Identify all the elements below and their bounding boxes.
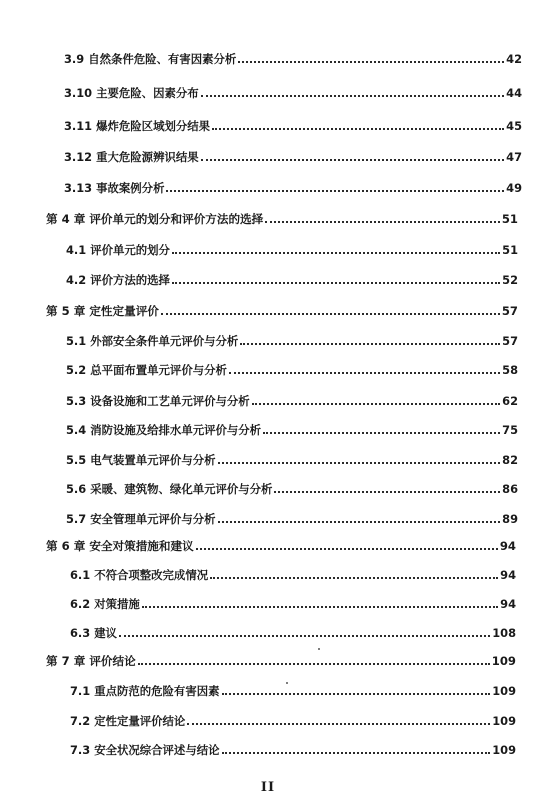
toc-entry-5-7[interactable]: [66, 506, 518, 528]
toc-dot-leader: [196, 548, 498, 550]
toc-entry-title: 对策措施: [94, 597, 140, 611]
toc-entry-page: 58: [502, 363, 518, 377]
toc-entry-title: 定性定量评价结论: [94, 714, 186, 728]
toc-entry-title: 外部安全条件单元评价与分析: [90, 334, 239, 348]
toc-entry-3-13[interactable]: [64, 175, 522, 197]
scan-speck: [318, 648, 320, 650]
toc-dot-leader: [210, 577, 498, 579]
toc-entry-page: 52: [502, 273, 518, 287]
toc-dot-leader: [172, 252, 500, 254]
toc-entry-number: 3.11: [64, 119, 93, 133]
toc-entry-title: 事故案例分析: [96, 181, 165, 195]
toc-entry-title: 安全对策措施和建议: [89, 539, 194, 553]
toc-entry-number: 6.1: [70, 568, 91, 582]
toc-entry-number: 第 5 章: [46, 304, 86, 318]
toc-entry-page: 109: [492, 684, 516, 698]
toc-entry-number: 第 6 章: [46, 539, 86, 553]
toc-entry-page: 94: [500, 568, 516, 582]
toc-dot-leader: [142, 606, 498, 608]
toc-entry-number: 7.2: [70, 714, 91, 728]
toc-entry-chapter-4[interactable]: [46, 206, 518, 228]
toc-entry-title: 电气装置单元评价与分析: [90, 453, 216, 467]
toc-entry-number: 5.3: [66, 394, 87, 408]
toc-entry-number: 5.7: [66, 512, 87, 526]
toc-entry-page: 109: [492, 714, 516, 728]
toc-dot-leader: [222, 752, 491, 754]
toc-entry-4-1[interactable]: [66, 237, 518, 259]
toc-entry-page: 109: [492, 743, 516, 757]
toc-dot-leader: [240, 343, 500, 345]
toc-entry-number: 3.13: [64, 181, 93, 195]
toc-entry-title: 消防设施及给排水单元评价与分析: [90, 423, 262, 437]
toc-dot-leader: [212, 128, 504, 130]
toc-entry-page: 109: [491, 654, 516, 668]
toc-dot-leader: [161, 313, 500, 315]
toc-entry-page: 47: [506, 150, 522, 164]
toc-entry-title: 安全状况综合评述与结论: [94, 743, 220, 757]
toc-dot-leader: [218, 462, 501, 464]
toc-dot-leader: [274, 491, 500, 493]
toc-entry-number: 3.12: [64, 150, 93, 164]
toc-dot-leader: [263, 432, 500, 434]
toc-entry-page: 75: [502, 423, 518, 437]
toc-entry-5-6[interactable]: [66, 476, 518, 498]
toc-entry-5-5[interactable]: [66, 447, 518, 469]
toc-entry-page: 57: [502, 334, 518, 348]
toc-dot-leader: [172, 282, 500, 284]
toc-dot-leader: [187, 723, 490, 725]
toc-entry-6-1[interactable]: [70, 562, 516, 584]
toc-entry-title: 采暖、建筑物、绿化单元评价与分析: [90, 482, 273, 496]
toc-entry-chapter-7[interactable]: [46, 648, 516, 670]
toc-entry-title: 主要危险、因素分布: [96, 86, 199, 100]
scan-speck: [286, 682, 288, 684]
toc-entry-7-3[interactable]: [70, 737, 516, 759]
toc-entry-number: 7.3: [70, 743, 91, 757]
toc-entry-number: 第 4 章: [46, 212, 86, 226]
toc-entry-title: 总平面布置单元评价与分析: [90, 363, 227, 377]
toc-entry-title: 自然条件危险、有害因素分析: [88, 52, 237, 66]
toc-entry-page: 44: [506, 86, 522, 100]
toc-entry-title: 爆炸危险区域划分结果: [96, 119, 211, 133]
toc-dot-leader: [218, 521, 501, 523]
toc-entry-page: 82: [502, 453, 518, 467]
toc-dot-leader: [222, 693, 491, 695]
toc-entry-title: 评价单元的划分和评价方法的选择: [89, 212, 264, 226]
toc-entry-number: 7.1: [70, 684, 91, 698]
toc-entry-number: 4.2: [66, 273, 87, 287]
toc-entry-7-2[interactable]: [70, 708, 516, 730]
toc-entry-page: 62: [502, 394, 518, 408]
toc-dot-leader: [229, 372, 500, 374]
page-number: II: [260, 780, 276, 795]
toc-dot-leader: [166, 190, 504, 192]
toc-entry-page: 86: [502, 482, 518, 496]
toc-entry-page: 57: [501, 304, 518, 318]
toc-entry-3-12[interactable]: [64, 144, 522, 166]
toc-entry-chapter-6[interactable]: [46, 533, 516, 555]
toc-entry-number: 5.2: [66, 363, 87, 377]
toc-entry-number: 5.6: [66, 482, 87, 496]
toc-entry-3-11[interactable]: [64, 113, 522, 135]
toc-dot-leader: [238, 61, 504, 63]
toc-entry-number: 3.9: [64, 52, 85, 66]
toc-entry-number: 3.10: [64, 86, 93, 100]
toc-entry-5-2[interactable]: [66, 357, 518, 379]
toc-entry-page: 94: [499, 539, 516, 553]
toc-entry-number: 5.1: [66, 334, 87, 348]
toc-dot-leader: [119, 635, 490, 637]
toc-entry-number: 4.1: [66, 243, 87, 257]
toc-entry-title: 建议: [94, 626, 117, 640]
toc-entry-6-3[interactable]: [70, 620, 516, 642]
toc-entry-6-2[interactable]: [70, 591, 516, 613]
toc-entry-page: 51: [502, 243, 518, 257]
toc-entry-chapter-5[interactable]: [46, 298, 518, 320]
toc-entry-page: 94: [500, 597, 516, 611]
toc-entry-title: 设备设施和工艺单元评价与分析: [90, 394, 250, 408]
toc-entry-number: 6.2: [70, 597, 91, 611]
toc-entry-page: 42: [506, 52, 522, 66]
toc-entry-title: 安全管理单元评价与分析: [90, 512, 216, 526]
toc-entry-title: 定性定量评价: [89, 304, 159, 318]
toc-entry-5-4[interactable]: [66, 417, 518, 439]
toc-entry-page: 108: [492, 626, 516, 640]
toc-entry-page: 49: [506, 181, 522, 195]
toc-entry-page: 51: [501, 212, 518, 226]
toc-entry-title: 评价方法的选择: [90, 273, 170, 287]
toc-entry-title: 重点防范的危险有害因素: [94, 684, 220, 698]
toc-dot-leader: [265, 221, 500, 223]
toc-entry-title: 评价单元的划分: [90, 243, 170, 257]
toc-entry-number: 6.3: [70, 626, 91, 640]
toc-dot-leader: [138, 663, 490, 665]
toc-entry-page: 45: [506, 119, 522, 133]
toc-entry-5-1[interactable]: [66, 328, 518, 350]
toc-entry-title: 不符合项整改完成情况: [94, 568, 209, 582]
toc-entry-number: 5.5: [66, 453, 87, 467]
toc-dot-leader: [201, 159, 505, 161]
toc-entry-5-3[interactable]: [66, 388, 518, 410]
toc-entry-3-10[interactable]: [64, 80, 522, 102]
toc-entry-7-1[interactable]: [70, 678, 516, 700]
toc-entry-title: 评价结论: [89, 654, 136, 668]
toc-entry-4-2[interactable]: [66, 267, 518, 289]
toc-entry-number: 5.4: [66, 423, 87, 437]
toc-entry-page: 89: [502, 512, 518, 526]
toc-entry-number: 第 7 章: [46, 654, 86, 668]
toc-entry-title: 重大危险源辨识结果: [96, 150, 199, 164]
toc-dot-leader: [201, 95, 505, 97]
toc-entry-3-9[interactable]: [64, 46, 522, 68]
toc-dot-leader: [252, 403, 500, 405]
